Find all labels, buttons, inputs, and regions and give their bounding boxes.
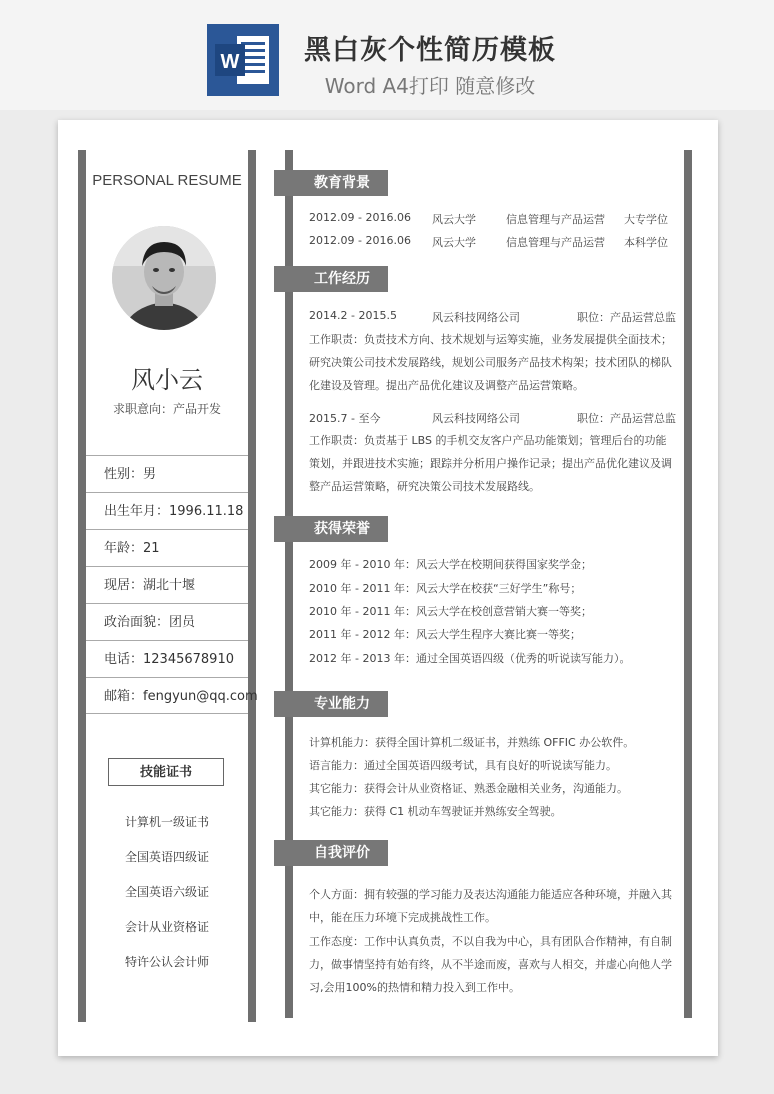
info-birth: 出生年月：1996.11.18 [86,492,248,529]
job-description: 工作职责：负责基于 LBS 的手机交友客户产品功能策划；管理后台的功能策划，并跟进技术实施；跟踪并分析用户操作记录；提出产品优化建议及调整产品运营策略，研究决策公司技术发展路线。 [309,434,672,493]
info-political: 政治面貌：团员 [86,603,248,640]
honor-item: 2009 年 - 2010 年：风云大学在校期间获得国家奖学金； [309,558,592,571]
resume-paper [58,120,718,1056]
job-position: 职位：产品运营总监 [577,311,676,324]
honor-item: 2010 年 - 2011 年：风云大学在校创意营销大赛一等奖； [309,605,592,618]
section-abilities-title: 专业能力 [274,691,388,717]
ability-item: 其它能力：获得 C1 机动车驾驶证并熟练安全驾驶。 [309,805,562,818]
word-logo-icon [207,24,279,96]
skill-item: 全国英语四级证 [124,850,209,864]
honor-item: 2010 年 - 2011 年：风云大学在校获“三好学生”称号； [309,582,582,595]
info-gender: 性别：男 [86,455,248,492]
ability-item: 其它能力：获得会计从业资格证、熟悉金融相关业务，沟通能力。 [309,782,628,795]
edu-school: 风云大学 [432,236,476,249]
section-honors-title: 获得荣誉 [274,516,388,542]
sidebar [86,150,258,1022]
honor-item: 2012 年 - 2013 年：通过全国英语四级（优秀的听说读写能力）。 [309,652,631,665]
job-company: 风云科技网络公司 [432,311,520,324]
right-border-bar [684,150,692,1018]
avatar-portrait-icon [112,226,216,330]
job-company: 风云科技网络公司 [432,412,520,425]
info-residence: 现居：湖北十堰 [86,566,248,603]
job-position: 职位：产品运营总监 [577,412,676,425]
info-age: 年龄：21 [86,529,248,566]
edu-date: 2012.09 - 2016.06 [309,211,411,224]
candidate-name: 风小云 [131,366,203,394]
info-phone: 电话：12345678910 [86,640,248,677]
skill-item: 计算机一级证书 [124,815,209,829]
section-self-title: 自我评价 [274,840,388,866]
edu-major: 信息管理与产品运营 [506,213,605,226]
job-date: 2014.2 - 2015.5 [309,309,397,322]
avatar [112,226,216,330]
section-work-title: 工作经历 [274,266,388,292]
skill-item: 特许公认会计师 [124,955,209,969]
skill-item: 全国英语六级证 [124,885,209,899]
job-intent: 求职意向：产品开发 [112,402,221,416]
self-eval-paragraph: 工作态度：工作中认真负责，不以自我为中心，具有团队合作精神，有自制力，做事情坚持有始有终，从不半途而废，喜欢与人相交，并虚心向他人学习,会用100%的热情和精力投入到工作中。 [309,935,672,994]
edu-date: 2012.09 - 2016.06 [309,234,411,247]
job-date: 2015.7 - 至今 [309,412,381,425]
edu-degree: 大专学位 [624,213,668,226]
edu-degree: 本科学位 [624,236,668,249]
edu-school: 风云大学 [432,213,476,226]
skills-title: 技能证书 [108,758,224,786]
page-subtitle: Word A4打印 随意修改 [324,74,536,98]
job-description: 工作职责：负责技术方向、技术规划与运筹实施，业务发展提供全面技术；研究决策公司技术发展路线，规划公司服务产品技术构架；技术团队的梯队化建设及管理。提出产品优化建议及调整产品运营策略。 [309,333,672,392]
page-header [0,0,774,110]
honor-item: 2011 年 - 2012 年：风云大学生程序大赛比赛一等奖； [309,628,581,641]
info-email: 邮箱：fengyun@qq.com [86,677,248,714]
edu-major: 信息管理与产品运营 [506,236,605,249]
page-title: 黑白灰个性简历模板 [304,35,556,66]
self-eval-paragraph: 个人方面：拥有较强的学习能力及表达沟通能力能适应各种环境，并融入其中，能在压力环境下完成挑战性工作。 [309,888,672,924]
ability-item: 计算机能力：获得全国计算机二级证书，并熟练 OFFIC 办公软件。 [309,736,635,749]
section-education-title: 教育背景 [274,170,388,196]
logo-letter: W [220,51,240,73]
sidebar-right-bar [248,150,256,1022]
left-border-bar [78,150,86,1022]
skill-item: 会计从业资格证 [124,920,209,934]
personal-resume-label: PERSONAL RESUME [92,172,242,189]
ability-item: 语言能力：通过全国英语四级考试，具有良好的听说读写能力。 [309,759,617,772]
